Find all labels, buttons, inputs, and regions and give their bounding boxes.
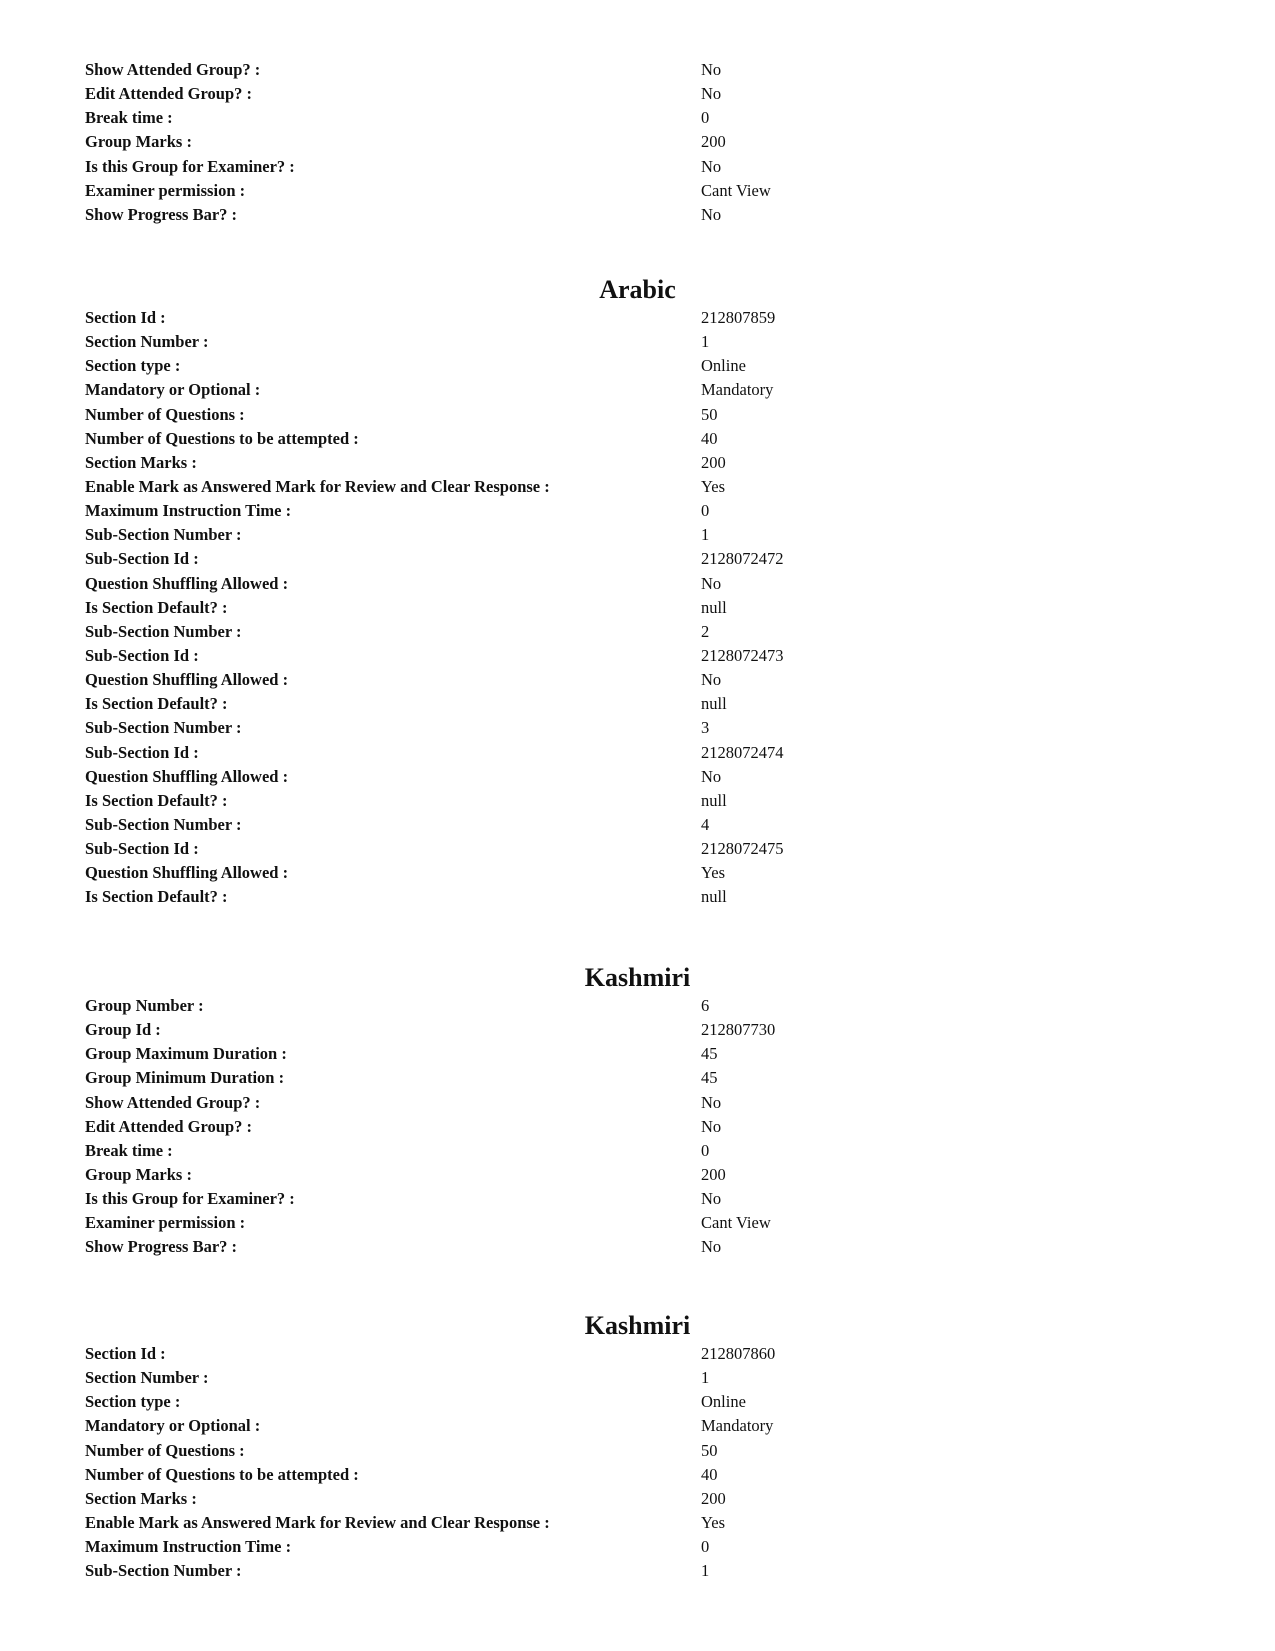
field-label: Sub-Section Number : [85, 525, 242, 545]
field-value: No [701, 766, 722, 786]
field-value: No [701, 156, 722, 176]
field-label: Section type : [85, 356, 181, 376]
field-label: Question Shuffling Allowed : [85, 573, 289, 593]
field-value: 2 [701, 621, 710, 641]
section-title-kashmiri: Kashmiri [584, 1311, 691, 1340]
arabic-section-details [85, 306, 1195, 910]
field-value: 200 [701, 1488, 726, 1508]
field-value: No [701, 1116, 722, 1136]
field-label: Show Attended Group? : [85, 60, 261, 79]
field-label: Is Section Default? : [85, 694, 228, 714]
field-label: Edit Attended Group? : [85, 84, 253, 104]
field-label: Sub-Section Id : [85, 742, 199, 762]
field-label: Break time : [85, 108, 173, 128]
field-value: 50 [701, 1440, 718, 1460]
field-value: 200 [701, 132, 726, 152]
section-title-arabic: Arabic [599, 275, 676, 304]
row-group-min-duration [85, 1066, 1195, 1090]
field-label: Examiner permission : [85, 1213, 246, 1233]
row-group-max-duration [85, 1042, 1195, 1066]
field-label: Examiner permission : [85, 180, 246, 200]
field-label: Sub-Section Number : [85, 718, 242, 738]
field-value: null [701, 790, 727, 810]
field-label: Is this Group for Examiner? : [85, 156, 295, 176]
row-sub-section-number [85, 716, 1195, 740]
field-value: 0 [701, 108, 710, 128]
row-section-marks [85, 451, 1195, 475]
field-value: 1 [701, 332, 710, 352]
field-value: No [701, 1092, 722, 1112]
row-group-marks [85, 130, 1195, 154]
field-value: No [701, 573, 722, 593]
field-value: No [701, 204, 722, 224]
field-label: Break time : [85, 1140, 173, 1160]
field-label: Sub-Section Id : [85, 839, 199, 859]
row-question-shuffling [85, 572, 1195, 596]
row-sub-section-number [85, 813, 1195, 837]
field-label: Number of Questions to be attempted : [85, 1464, 359, 1484]
row-examiner-permission [85, 179, 1195, 203]
row-edit-attended-group [85, 82, 1195, 106]
row-section-type [85, 354, 1195, 378]
row-question-shuffling [85, 765, 1195, 789]
row-number-of-questions [85, 403, 1195, 427]
field-value: 45 [701, 1044, 718, 1064]
field-value: Mandatory [701, 1416, 774, 1436]
field-value: Cant View [701, 180, 771, 200]
field-label: Section Marks : [85, 452, 197, 472]
row-section-id [85, 1342, 1195, 1366]
field-label: Section Id : [85, 1344, 166, 1363]
field-label: Sub-Section Number : [85, 814, 242, 834]
field-value: 200 [701, 452, 726, 472]
row-sub-section-number [85, 1559, 1195, 1583]
field-value: 4 [701, 814, 710, 834]
field-label: Number of Questions : [85, 1440, 245, 1460]
row-section-number [85, 330, 1195, 354]
field-value: 1 [701, 1561, 710, 1581]
field-label: Sub-Section Id : [85, 645, 199, 665]
row-edit-attended-group [85, 1115, 1195, 1139]
group-title-kashmiri: Kashmiri [584, 963, 691, 992]
field-value: Cant View [701, 1213, 771, 1233]
field-label: Section type : [85, 1392, 181, 1412]
field-label: Sub-Section Number : [85, 1561, 242, 1581]
field-label: Mandatory or Optional : [85, 380, 261, 400]
field-label: Show Progress Bar? : [85, 204, 238, 224]
field-value: 0 [701, 1140, 710, 1160]
field-value: Online [701, 1392, 746, 1412]
row-question-shuffling [85, 668, 1195, 692]
field-value: Online [701, 356, 746, 376]
field-value: 0 [701, 501, 710, 521]
field-label: Mandatory or Optional : [85, 1416, 261, 1436]
row-show-attended-group [85, 58, 1195, 82]
field-value: 2128072475 [701, 839, 784, 859]
field-value: 40 [701, 428, 718, 448]
row-section-default [85, 596, 1195, 620]
field-label: Group Marks : [85, 1164, 192, 1184]
field-value: 50 [701, 404, 718, 424]
row-sub-section-id [85, 644, 1195, 668]
field-value: Yes [701, 476, 726, 496]
field-label: Section Number : [85, 1368, 209, 1388]
row-mandatory-optional [85, 378, 1195, 402]
field-value: 1 [701, 525, 710, 545]
field-label: Question Shuffling Allowed : [85, 766, 289, 786]
field-value: 2128072472 [701, 549, 784, 569]
field-value: No [701, 1237, 722, 1257]
group-details-continued [85, 58, 1195, 227]
row-examiner-permission [85, 1211, 1195, 1235]
field-label: Section Id : [85, 308, 166, 327]
field-label: Sub-Section Number : [85, 621, 242, 641]
row-group-for-examiner [85, 155, 1195, 179]
row-break-time [85, 106, 1195, 130]
field-value: 0 [701, 1537, 710, 1557]
row-questions-to-attempt [85, 1463, 1195, 1487]
row-sub-section-id [85, 547, 1195, 571]
field-label: Is Section Default? : [85, 790, 228, 810]
field-label: Show Attended Group? : [85, 1092, 261, 1112]
field-value: 200 [701, 1164, 726, 1184]
row-section-default [85, 885, 1195, 909]
field-value: null [701, 694, 727, 714]
field-label: Show Progress Bar? : [85, 1237, 238, 1257]
row-show-progress-bar [85, 1235, 1195, 1259]
row-enable-mark-answered [85, 475, 1195, 499]
row-max-instruction-time [85, 499, 1195, 523]
field-label: Sub-Section Id : [85, 549, 199, 569]
field-label: Group Id : [85, 1020, 161, 1040]
row-section-default [85, 789, 1195, 813]
row-sub-section-id [85, 837, 1195, 861]
field-value: 40 [701, 1464, 718, 1484]
field-value: 6 [701, 996, 710, 1015]
field-label: Edit Attended Group? : [85, 1116, 253, 1136]
field-label: Section Number : [85, 332, 209, 352]
row-group-id [85, 1018, 1195, 1042]
field-label: Is Section Default? : [85, 597, 228, 617]
row-section-type [85, 1390, 1195, 1414]
field-label: Enable Mark as Answered Mark for Review and Clear Response : [85, 1512, 550, 1532]
row-sub-section-number [85, 620, 1195, 644]
row-section-default [85, 692, 1195, 716]
field-value: No [701, 60, 722, 79]
row-show-attended-group [85, 1091, 1195, 1115]
row-section-id [85, 306, 1195, 330]
field-value: 212807859 [701, 308, 776, 327]
row-break-time [85, 1139, 1195, 1163]
row-number-of-questions [85, 1439, 1195, 1463]
row-max-instruction-time [85, 1535, 1195, 1559]
field-value: No [701, 84, 722, 104]
row-group-number [85, 994, 1195, 1018]
row-enable-mark-answered [85, 1511, 1195, 1535]
field-value: 3 [701, 718, 710, 738]
field-label: Group Marks : [85, 132, 192, 152]
row-questions-to-attempt [85, 427, 1195, 451]
field-label: Number of Questions to be attempted : [85, 428, 359, 448]
field-value: 212807860 [701, 1344, 776, 1363]
field-label: Is this Group for Examiner? : [85, 1189, 295, 1209]
row-sub-section-id [85, 741, 1195, 765]
kashmiri-group-details [85, 994, 1195, 1260]
row-group-marks [85, 1163, 1195, 1187]
field-value: 45 [701, 1068, 718, 1088]
field-label: Group Number : [85, 996, 204, 1015]
field-value: 1 [701, 1368, 710, 1388]
field-value: null [701, 887, 727, 907]
field-label: Enable Mark as Answered Mark for Review and Clear Response : [85, 476, 550, 496]
field-label: Maximum Instruction Time : [85, 1537, 292, 1557]
row-sub-section-number [85, 523, 1195, 547]
field-label: Group Maximum Duration : [85, 1044, 287, 1064]
row-section-marks [85, 1487, 1195, 1511]
kashmiri-section-details [85, 1342, 1195, 1583]
field-label: Maximum Instruction Time : [85, 501, 292, 521]
field-value: Yes [701, 1512, 726, 1532]
field-label: Is Section Default? : [85, 887, 228, 907]
field-label: Section Marks : [85, 1488, 197, 1508]
field-value: null [701, 597, 727, 617]
row-section-number [85, 1366, 1195, 1390]
field-label: Number of Questions : [85, 404, 245, 424]
row-mandatory-optional [85, 1414, 1195, 1438]
field-value: 2128072474 [701, 742, 784, 762]
field-value: No [701, 670, 722, 690]
row-question-shuffling [85, 861, 1195, 885]
field-value: Yes [701, 863, 726, 883]
field-label: Question Shuffling Allowed : [85, 863, 289, 883]
row-show-progress-bar [85, 203, 1195, 227]
field-label: Group Minimum Duration : [85, 1068, 285, 1088]
field-value: No [701, 1189, 722, 1209]
field-value: 2128072473 [701, 645, 784, 665]
row-group-for-examiner [85, 1187, 1195, 1211]
field-value: 212807730 [701, 1020, 776, 1040]
field-label: Question Shuffling Allowed : [85, 670, 289, 690]
field-value: Mandatory [701, 380, 774, 400]
